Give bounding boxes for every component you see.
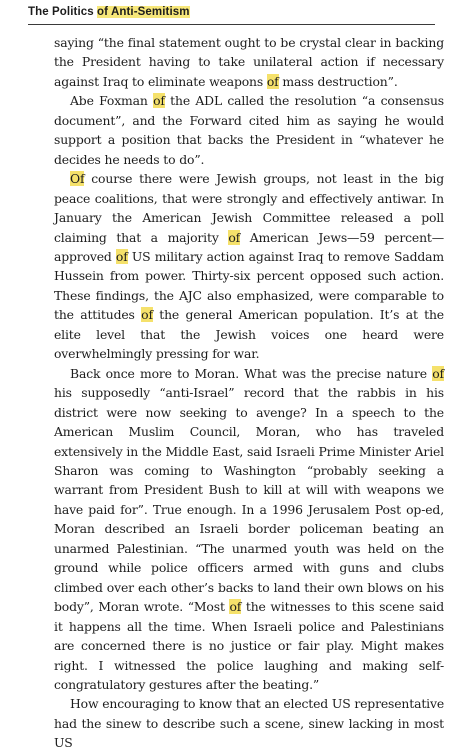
text-run: US military action against Iraq to remove Saddam Hussein from power. Thirty-six percent opposed such action. These findings, the AJC also emphasized, were comparable to the attitudes (54, 248, 444, 323)
highlighted-word: of (141, 307, 153, 323)
text-run: course there were Jewish groups, not least in the big peace coalitions, that were strongly and effectively antiwar. In January the American Jewish Committee released a poll claiming that a majority (54, 171, 444, 245)
paragraph (54, 169, 444, 364)
highlighted-word: of (266, 73, 279, 89)
body-text (54, 33, 444, 753)
paragraph (54, 364, 444, 695)
highlighted-word: of (229, 599, 242, 615)
text-run: the ADL called the resolution “a consensus document”, and the Forward cited him as saying he would support a position that backs the President in “whatever he decides he needs to do”. (54, 93, 444, 167)
header-rule (28, 24, 435, 25)
running-head (28, 6, 190, 18)
text-run: his supposedly “anti-Israel” record that the rabbis in his district were now seeking to avenge? In a speech to the American Muslim Council, Moran, who has traveled extensively in the Middle East, said Israeli Prime Minister Ariel Sharon was coming to Washington “probably seeking a warrant from President Bush to kill at will with weapons we have paid for”. True enough. In a 1996 Jerusalem Post op-ed, Moran described an Israeli border policeman beating an unarmed Palestinian. “The unarmed youth was held on the ground while police officers armed with guns and clubs climbed over each other’s backs to land their own blows on his body”, Moran wrote. “Most (54, 385, 444, 615)
text-run: the general American population. It’s at the elite level that the Jewish voices one heard were overwhelmingly pressing for war. (54, 307, 444, 362)
paragraph (54, 694, 444, 752)
running-head-highlight: of Anti-Semitism (97, 6, 190, 18)
highlighted-word: of (153, 93, 165, 109)
text-run: mass destruction”. (278, 73, 398, 89)
running-head-title: The Politics (28, 6, 98, 18)
paragraph (54, 33, 444, 91)
text-run: American Jews—59 percent—approved (54, 229, 444, 264)
text-run: the witnesses to this scene said it happens all the time. When Israeli police and Palestinians are concerned there is no justice or fair play. Might makes right. I witnessed the police laughing and making self-congratulatory gestures after the beating.” (54, 599, 444, 692)
highlighted-word: of (115, 248, 128, 264)
highlighted-word: of (228, 229, 241, 245)
paragraph (54, 91, 444, 169)
highlighted-word: Of (70, 171, 85, 187)
highlighted-word: of (432, 365, 444, 381)
text-run: saying “the final statement ought to be crystal clear in backing the President having to take unilateral action if necessary against Iraq to eliminate weapons (54, 35, 444, 89)
text-run: How encouraging to know that an elected US representative had the sinew to describe such a scene, sinew lacking in most US (54, 696, 444, 751)
text-run: Abe Foxman (70, 93, 154, 109)
text-run: Back once more to Moran. What was the precise nature (70, 365, 433, 381)
